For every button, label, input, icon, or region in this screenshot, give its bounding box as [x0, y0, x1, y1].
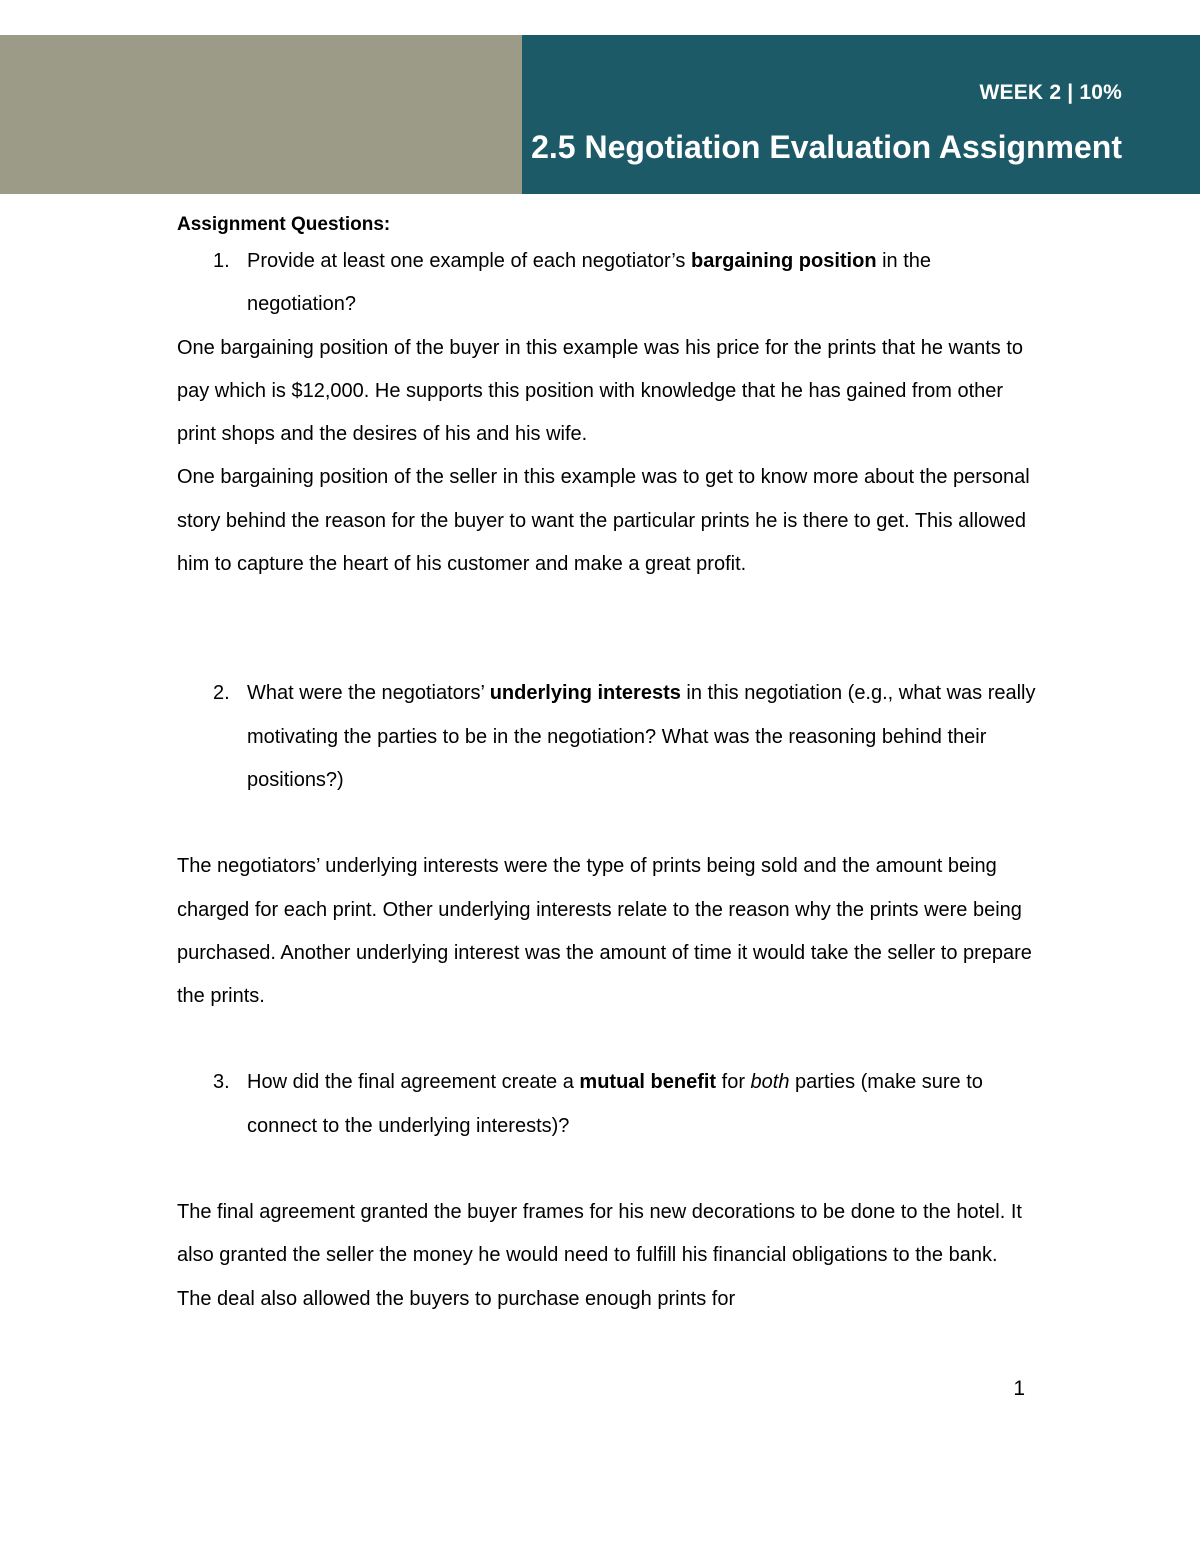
question-text: What were the negotiators’ [247, 682, 490, 705]
question-text: in the negotiation? [247, 250, 932, 316]
question-number: 1. [213, 250, 230, 272]
question-text: How did the final agreement create a [247, 1071, 580, 1094]
question-number: 3. [213, 1071, 230, 1094]
header-title-block [522, 35, 1200, 194]
header-banner [0, 35, 1200, 194]
document-body [177, 210, 1037, 1321]
answer-paragraph: One bargaining position of the buyer in this example was his price for the prints that he wants to pay which is $12,000. He supports this position with knowledge that he has gained from other print shops and the desires of his and his wife. [177, 336, 1024, 446]
question-emphasis: bargaining position [690, 250, 877, 272]
question-1 [177, 240, 1037, 327]
question-text: in this negotiation (e.g., what was really motivating the parties to be in the negotiation? What was the reasoning behind their positions?) [247, 682, 1036, 791]
question-text: Provide at least one example of each negotiator’s [247, 250, 691, 272]
question-text: for [716, 1071, 751, 1094]
document-title: 2.5 Negotiation Evaluation Assignment [531, 129, 1122, 165]
question-text: parties (make sure to connect to the underlying interests)? [247, 1071, 983, 1137]
answer-paragraph: The negotiators’ underlying interests were the type of prints being sold and the amount being charged for each print. Other underlying interests relate to the reason why the prints were being purchased. Another underlying interest was the amount of time it would take the seller to prepare the prints. [177, 855, 1032, 1008]
answer-paragraph: One bargaining position of the seller in this example was to get to know more about the personal story behind the reason for the buyer to want the particular prints he is there to get. This allowed him to capture the heart of his customer and make a great profit. [177, 466, 1030, 576]
question-italic: both [750, 1071, 790, 1094]
page-number: 1 [1013, 1377, 1025, 1400]
question-number: 2. [213, 682, 230, 705]
section-heading: Assignment Questions: [177, 214, 391, 235]
header-accent-block [0, 35, 522, 194]
question-emphasis: mutual benefit [579, 1071, 717, 1094]
question-2 [177, 672, 1037, 802]
answer-paragraph: The final agreement granted the buyer frames for his new decorations to be done to the hotel. It also granted the seller the money he would need to fulfill his financial obligations to the bank. The deal also allowed the buyers to purchase enough prints for [177, 1201, 1022, 1310]
question-3 [177, 1061, 1037, 1148]
week-weight-label: WEEK 2 | 10% [979, 81, 1122, 104]
question-emphasis: underlying interests [489, 682, 681, 705]
